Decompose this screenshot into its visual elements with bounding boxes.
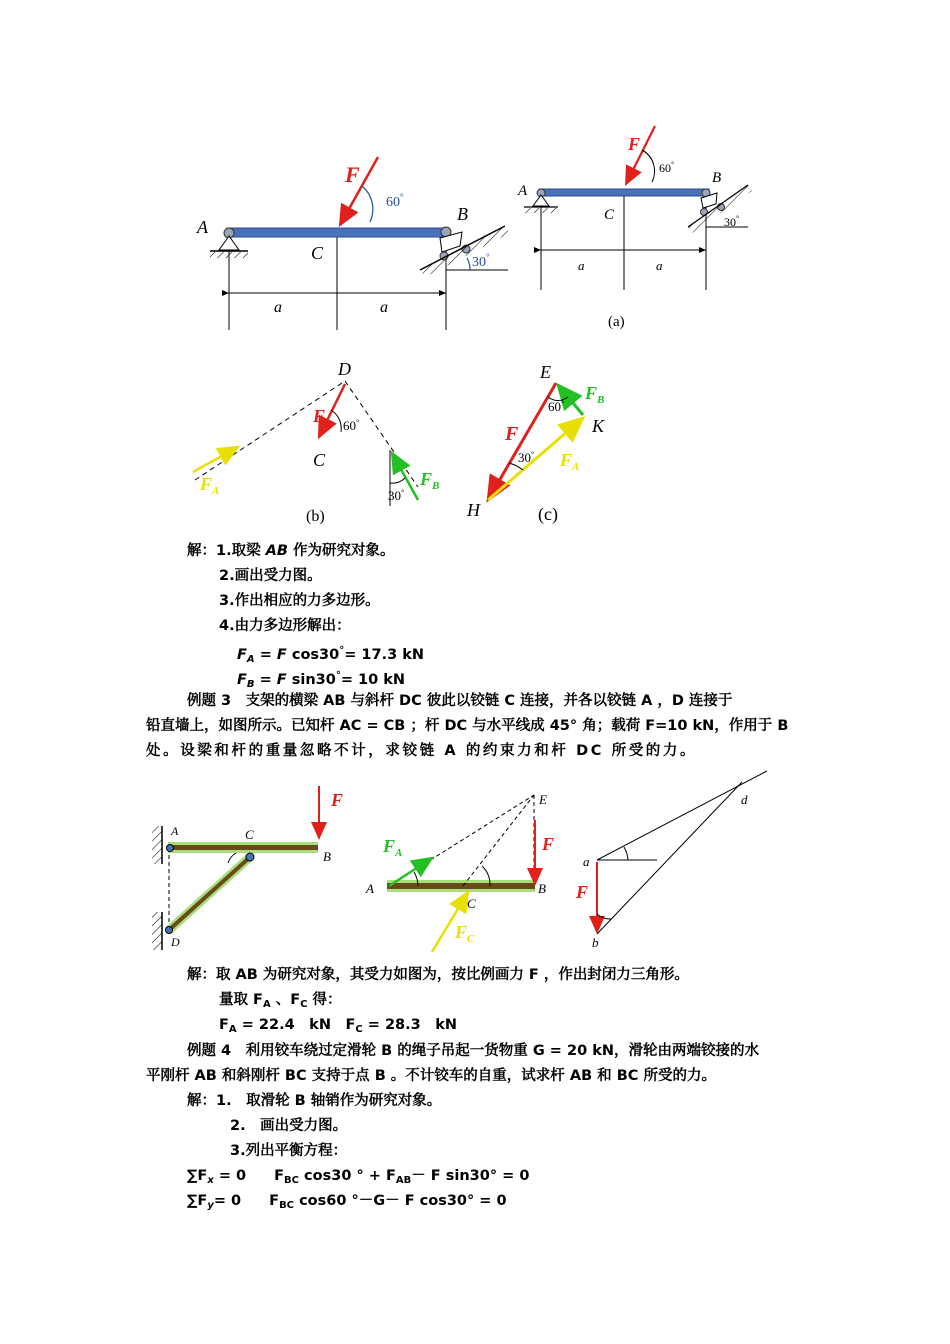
caption-c: (c) [538, 504, 558, 524]
svg-text:D: D [171, 935, 180, 949]
svg-text:a: a [583, 854, 590, 869]
svg-text:C: C [467, 896, 476, 911]
sol1-line3: 3.作出相应的力多边形。 [219, 593, 380, 609]
svg-text:60°: 60° [548, 399, 565, 414]
sol2-line2: 量取 $F_A$ 、$F_C$ 得： [219, 992, 342, 1010]
svg-text:FB: $F_B$ [420, 469, 440, 492]
svg-text:E: E [540, 362, 551, 382]
svg-text:30°: 30° [724, 214, 740, 229]
sol1-fa-result: $F_A = F$ cos30°= 17.3 kN [237, 645, 425, 665]
figure-b-free-body [193, 359, 439, 525]
example3-line1: 例题 3 支架的横梁 AB 与斜杆 DC 彼此以铰链 C 连接，并各以铰链 A ，D 连接于 [187, 693, 733, 709]
svg-text:H: H [467, 500, 480, 520]
svg-text:30°: 30° [472, 252, 490, 270]
svg-text:F: F [542, 834, 555, 854]
sol1-line2: 2.画出受力图。 [219, 568, 322, 584]
sol3-line3: 3.列出平衡方程： [230, 1143, 348, 1159]
sol1-line4: 4.由力多边形解出： [219, 618, 351, 634]
svg-text:a: a [274, 299, 282, 316]
svg-text:FC: $F_C$ [455, 922, 475, 945]
sol3-eq1: $\sum F_x = 0$ $F_{BC}$ cos30 ° + $F_{AB}- F$ sin30° = 0 [187, 1168, 530, 1186]
svg-text:d: d [741, 792, 748, 807]
svg-text:FB: $F_B$ [585, 383, 605, 406]
figure-beam-large [196, 157, 510, 330]
svg-text:FA: $F_A$ [383, 836, 403, 859]
svg-text:F: F [313, 406, 326, 426]
svg-text:60°: 60° [659, 160, 675, 175]
example4-line2: 平刚杆 AB 和斜刚杆 BC 支持于点 B 。不计铰车的自重，试求杆 AB 和 BC 所受的力。 [146, 1068, 716, 1084]
svg-text:D: D [338, 359, 351, 379]
svg-text:A: A [518, 183, 528, 199]
svg-text:B: B [538, 881, 546, 896]
svg-text:B: B [712, 170, 722, 186]
svg-text:K: K [592, 416, 605, 436]
svg-text:30°: 30° [388, 488, 405, 503]
svg-text:FA: $F_A$ [560, 450, 580, 473]
svg-text:30°: 30° [518, 450, 535, 465]
svg-text:60°: 60° [343, 418, 360, 433]
svg-text:a: a [656, 258, 663, 273]
figure-ex3-free-body [365, 792, 554, 952]
svg-text:F: F [331, 790, 344, 810]
example3-line2: 铅直墙上，如图所示。已知杆 AC = CB ；杆 DC 与水平线成 45° 角；载荷 F=10 kN，作用于 B [146, 718, 789, 734]
example4-line1: 例题 4 利用铰车绕过定滑轮 B 的绳子吊起一货物重 G = 20 kN，滑轮由两端铰接的水 [187, 1043, 759, 1059]
svg-text:A: A [366, 881, 374, 896]
svg-text:F: F [628, 134, 641, 154]
sol1-line1: 解：1.取梁 AB 作为研究对象。 [187, 543, 395, 559]
svg-text:A: A [171, 824, 179, 838]
label-f-large: F [345, 162, 360, 187]
figure-c-force-triangle [466, 362, 605, 525]
example3-line3: 处。设梁和杆的重量忽略不计，求铰链 A 的约束力和杆 DC 所受的力。 [146, 743, 698, 759]
label-b-large: B [457, 204, 468, 224]
label-c-large: C [311, 243, 324, 263]
sol1-fb-result: $F_B = F$ sin30°= 10 kN [237, 670, 406, 690]
figure-ex3-structure [152, 786, 343, 950]
figure-beam-small [517, 126, 752, 330]
svg-text:B: B [323, 849, 331, 864]
figure-ex3-force-triangle [575, 771, 767, 950]
svg-text:C: C [245, 827, 254, 842]
sol2-line1: 解：取 AB 为研究对象，其受力如图为，按比例画力 F ，作出封闭力三角形。 [187, 967, 689, 983]
svg-text:b: b [592, 935, 599, 950]
caption-b: (b) [306, 508, 325, 525]
svg-text:E: E [539, 792, 547, 807]
sol3-line1: 解：1. 取滑轮 B 轴销作为研究对象。 [187, 1093, 442, 1109]
sol3-eq2: $\sum F_y= 0$ $F_{BC}$ cos60 °－G－ F cos30° = 0 [187, 1193, 507, 1211]
svg-text:F: F [576, 882, 589, 902]
beam-ab-large [227, 228, 449, 237]
svg-text:a: a [380, 299, 388, 316]
svg-text:60°: 60° [386, 192, 404, 210]
svg-text:a: a [578, 258, 585, 273]
svg-text:FA: $F_A$ [200, 474, 220, 497]
svg-text:C: C [604, 207, 615, 223]
sol3-line2: 2. 画出受力图。 [230, 1118, 348, 1134]
svg-text:C: C [313, 450, 326, 470]
svg-text:F: F [505, 423, 519, 445]
label-a-large: A [197, 217, 208, 237]
sol2-results: $F_A = 22.4$ kN $F_C = 28.3$ kN [219, 1017, 458, 1035]
caption-a: (a) [608, 314, 625, 330]
